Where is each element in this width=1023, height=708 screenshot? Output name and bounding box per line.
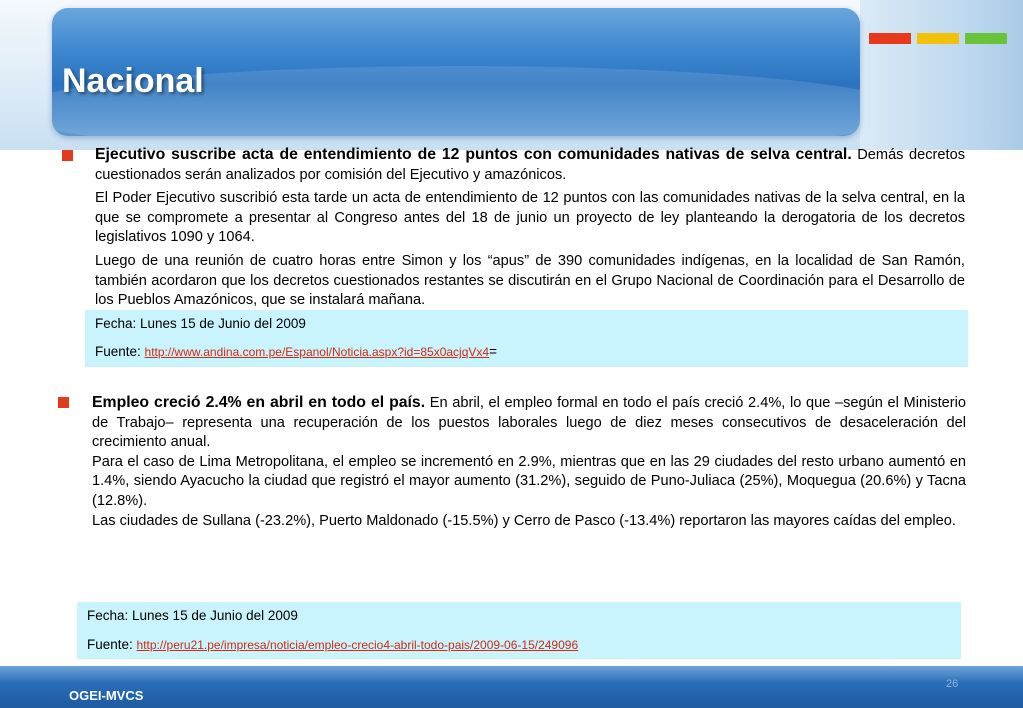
source-date: Fecha: Lunes 15 de Junio del 2009 (95, 316, 306, 331)
source-label: Fuente: (95, 344, 145, 359)
source-line (87, 637, 578, 652)
accent-swatch-green (965, 33, 1007, 44)
news-item-empleo (92, 393, 966, 531)
source-box (85, 310, 968, 367)
footer-org: OGEI-MVCS (69, 688, 144, 703)
source-box (77, 602, 961, 659)
bullet-icon (58, 397, 69, 408)
news-paragraph: En abril, el empleo formal en todo el país creció 2.4%, lo que –según el Ministerio de Trabajo– representa una recuperación de los puestos laborales luego de diez meses consecutivos de desaceleración del crecimiento anual. (92, 395, 967, 451)
source-link[interactable]: http://www.andina.com.pe/Espanol/Noticia.aspx?id=85x0acjqVx4 (144, 345, 490, 359)
news-headline: Empleo creció 2.4% en abril en todo el país. (92, 394, 426, 411)
news-item-ejecutivo (95, 145, 965, 311)
news-paragraph: Luego de una reunión de cuatro horas entre Simon y los “apus” de 390 comunidades indígenas, en la localidad de San Ramón, también acordaron que los decretos cuestionados restantes se discutirán en el Grupo Nacional de Coordinación para el Desarrollo de los Pueblos Amazónicos, que se instalará mañana. (95, 252, 965, 309)
accent-swatch-yellow (917, 33, 959, 44)
news-paragraph: Para el caso de Lima Metropolitana, el empleo se incrementó en 2.9%, mientras que en las 29 ciudades del resto urbano aumentó en 1.4%, siendo Ayacucho la ciudad que registró el mayor aumento (31.2%), seguido de Puno-Juliaca (25%), Moquegua (20.6%) y Tacna (12.8%). (92, 453, 966, 509)
title-banner (52, 8, 860, 136)
source-link[interactable]: http://peru21.pe/impresa/noticia/empleo-crecio4-abril-todo-pais/2009-06-15/249096 (136, 638, 579, 652)
news-summary: Demás decretos cuestionados serán analizados por comisión del Ejecutivo y amazónicos. (95, 147, 965, 183)
source-line (95, 344, 497, 359)
accent-swatch-red (869, 33, 911, 44)
bullet-icon (62, 150, 73, 161)
header-background-right (860, 0, 1023, 150)
page-title: Nacional (62, 62, 204, 100)
footer-bar (0, 666, 1023, 708)
source-label: Fuente: (87, 637, 137, 652)
news-paragraph: Las ciudades de Sullana (-23.2%), Puerto Maldonado (-15.5%) y Cerro de Pasco (-13.4%) reportaron las mayores caídas del empleo. (92, 512, 956, 529)
source-suffix: = (489, 344, 497, 359)
page-number: 26 (946, 678, 959, 690)
news-paragraph: El Poder Ejecutivo suscribió esta tarde un acta de entendimiento de 12 puntos con las comunidades nativas de la selva central, en la que se compromete a presentar al Congreso antes del 18 de junio un proyecto de ley planteando la derogatoria de los decretos legislativos 1090 y 1064. (95, 190, 965, 246)
source-date: Fecha: Lunes 15 de Junio del 2009 (87, 608, 298, 623)
news-headline: Ejecutivo suscribe acta de entendimiento de 12 puntos con comunidades nativas de selva central. (95, 146, 852, 163)
